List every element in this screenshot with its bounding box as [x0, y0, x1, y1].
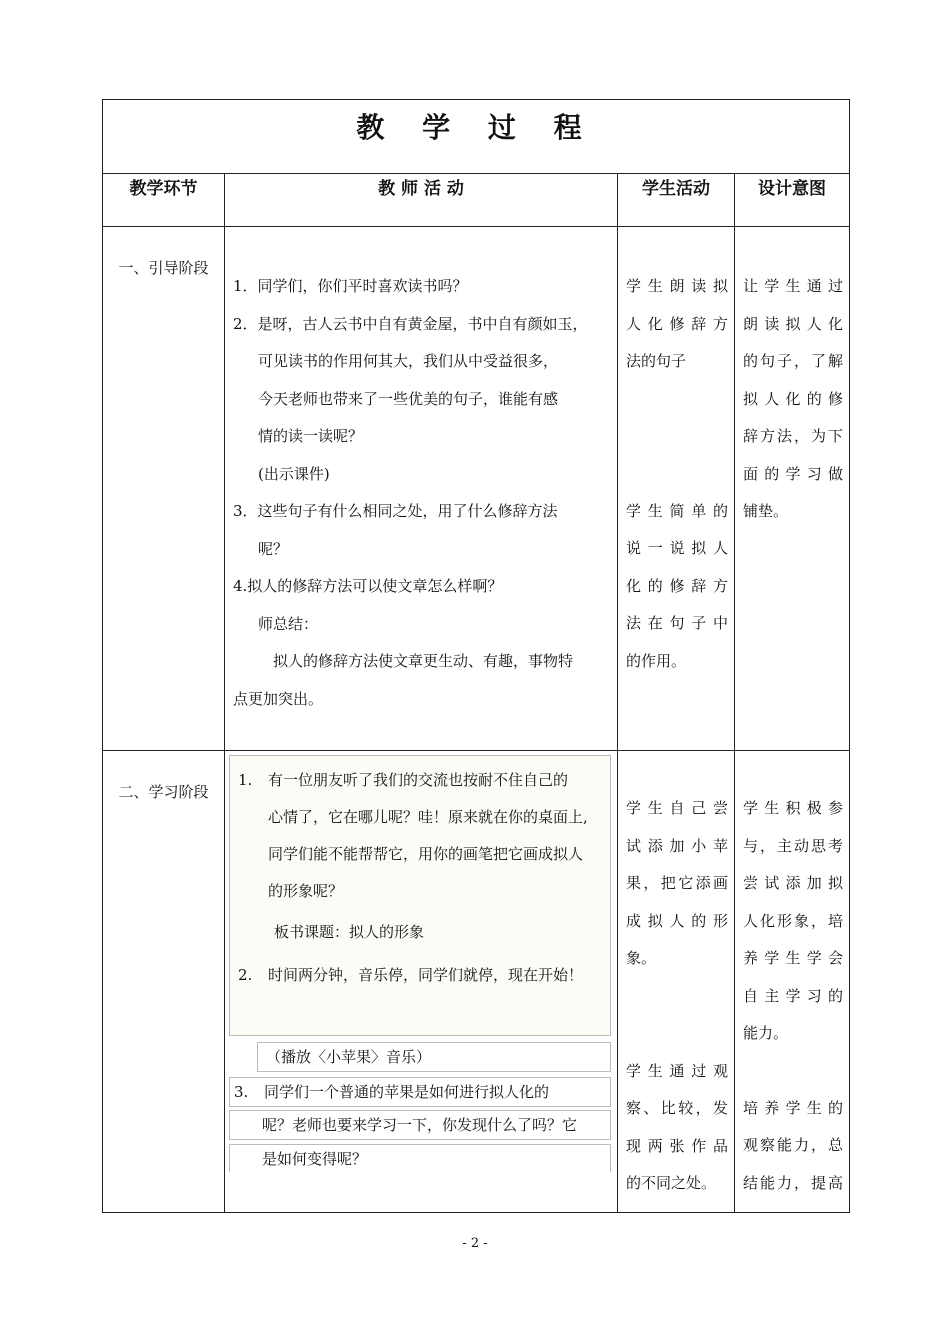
- item-number: 2.: [238, 966, 253, 984]
- item-number: 1.: [238, 771, 253, 789]
- intent-line: 尝试添加拟: [743, 874, 843, 892]
- teacher-textbox: [229, 1077, 611, 1107]
- teacher-line: 4.拟人的修辞方法可以使文章怎么样啊？: [233, 577, 503, 595]
- teacher-line: 点更加突出。: [233, 689, 324, 708]
- student-line: 学生简单的: [626, 501, 728, 520]
- stage-cell: [103, 227, 225, 751]
- header-row: [103, 174, 850, 227]
- student-line: 学生通过观: [626, 1061, 728, 1080]
- intent-line: 面的学习做: [743, 464, 843, 483]
- intent-line: 与，主动思考: [743, 836, 843, 855]
- student-line: 法的句子: [626, 352, 687, 370]
- intent-line: 养学生学会: [743, 949, 843, 967]
- student-line: 的作用。: [626, 651, 687, 670]
- intent-cell: [735, 227, 850, 751]
- intent-line: 辞方法，为下: [743, 427, 843, 445]
- teacher-line: 时间两分钟，音乐停，同学们就停，现在开始！: [268, 966, 584, 984]
- intent-line: 让学生通过: [743, 277, 843, 295]
- student-cell: [618, 227, 735, 751]
- intent-cell: [735, 751, 850, 1213]
- teacher-line: 同学们一个普通的苹果是如何进行拟人化的: [264, 1083, 550, 1101]
- student-cell: [618, 751, 735, 1213]
- stage-cell: [103, 751, 225, 1213]
- intent-line: 观察能力，总: [743, 1136, 843, 1154]
- teacher-line: 呢？老师也要来学习一下，你发现什么了吗？它: [262, 1116, 578, 1134]
- teacher-line: 的形象呢？: [268, 882, 344, 900]
- teacher-line: 师总结：: [258, 614, 319, 633]
- student-line: 果，把它添画: [626, 874, 728, 892]
- teacher-line: 1．同学们，你们平时喜欢读书吗？: [233, 277, 468, 295]
- teacher-line: 同学们能不能帮帮它，用你的画笔把它画成拟人: [268, 845, 584, 863]
- teacher-line: （播放〈小苹果〉音乐）: [266, 1048, 432, 1066]
- header-stage: 教学环节: [103, 174, 225, 227]
- page-number: - 2 -: [462, 1236, 488, 1251]
- teacher-cell: [225, 227, 618, 751]
- numbered-item: [238, 957, 606, 994]
- student-line: 的不同之处。: [626, 1174, 717, 1192]
- student-line: 说一说拟人: [626, 539, 728, 557]
- intent-line: 能力。: [743, 1024, 789, 1042]
- numbered-item: [238, 762, 606, 910]
- intent-line: 培养学生的: [743, 1098, 843, 1117]
- teacher-line: 有一位朋友听了我们的交流也按耐不住自己的: [268, 771, 569, 789]
- teacher-line: 拟人的修辞方法使文章更生动、有趣，事物特: [273, 652, 574, 670]
- intent-line: 学生积极参: [743, 799, 843, 817]
- table-row: [103, 751, 850, 1213]
- intent-line: 自主学习的: [743, 986, 843, 1005]
- teacher-textbox: [229, 1144, 611, 1172]
- intent-line: 人化形象，培: [743, 911, 843, 930]
- teacher-cell: [225, 751, 618, 1213]
- student-line: 试添加小苹: [626, 836, 728, 855]
- stage-label: 二、学习阶段: [118, 783, 209, 801]
- student-line: 学生朗读拟: [626, 277, 728, 295]
- item-number: 3.: [234, 1083, 249, 1101]
- student-line: 象。: [626, 949, 657, 967]
- student-line: 法在句子中: [626, 614, 728, 632]
- header-intent: 设计意图: [735, 174, 850, 227]
- lesson-table: [102, 99, 850, 1213]
- header-teacher: 教 师 活 动: [225, 174, 618, 227]
- teacher-line: 可见读书的作用何其大，我们从中受益很多，: [258, 352, 559, 370]
- student-line: 现两张作品: [626, 1136, 728, 1155]
- student-line: 成拟人的形: [626, 911, 728, 930]
- table-row: [103, 227, 850, 751]
- header-student: 学生活动: [618, 174, 735, 227]
- teacher-line: 情的读一读呢？: [258, 427, 364, 445]
- teacher-line: 板书课题：拟人的形象: [274, 923, 425, 941]
- teacher-line: 心情了，它在哪儿呢？哇！原来就在你的桌面上,: [268, 808, 588, 826]
- student-line: 察、比较，发: [626, 1099, 728, 1117]
- intent-line: 朗读拟人化: [743, 314, 843, 333]
- teacher-line: (出示课件): [258, 464, 330, 483]
- teacher-line: 今天老师也带来了一些优美的句子，谁能有感: [258, 389, 559, 408]
- teacher-line: 3．这些句子有什么相同之处，用了什么修辞方法: [233, 502, 558, 520]
- teacher-textbox: [229, 755, 611, 1036]
- teacher-textbox: [257, 1042, 611, 1072]
- teacher-line: 是如何变得呢？: [262, 1150, 368, 1168]
- student-line: 学生自己尝: [626, 799, 728, 817]
- stage-label: 一、引导阶段: [118, 259, 209, 277]
- student-line: 化的修辞方: [626, 576, 728, 595]
- table-title: 教 学 过 程: [356, 111, 596, 144]
- intent-line: 铺垫。: [743, 502, 789, 520]
- teacher-line: 呢？: [258, 539, 289, 558]
- intent-line: 的句子，了解: [743, 352, 843, 370]
- intent-line: 结能力，提高: [743, 1173, 843, 1192]
- title-cell: [103, 100, 850, 174]
- teacher-textbox: [229, 1110, 611, 1140]
- student-line: 人化修辞方: [626, 314, 728, 333]
- intent-line: 拟人化的修: [743, 389, 843, 408]
- teacher-line: 2．是呀，古人云书中自有黄金屋，书中自有颜如玉，: [233, 314, 588, 333]
